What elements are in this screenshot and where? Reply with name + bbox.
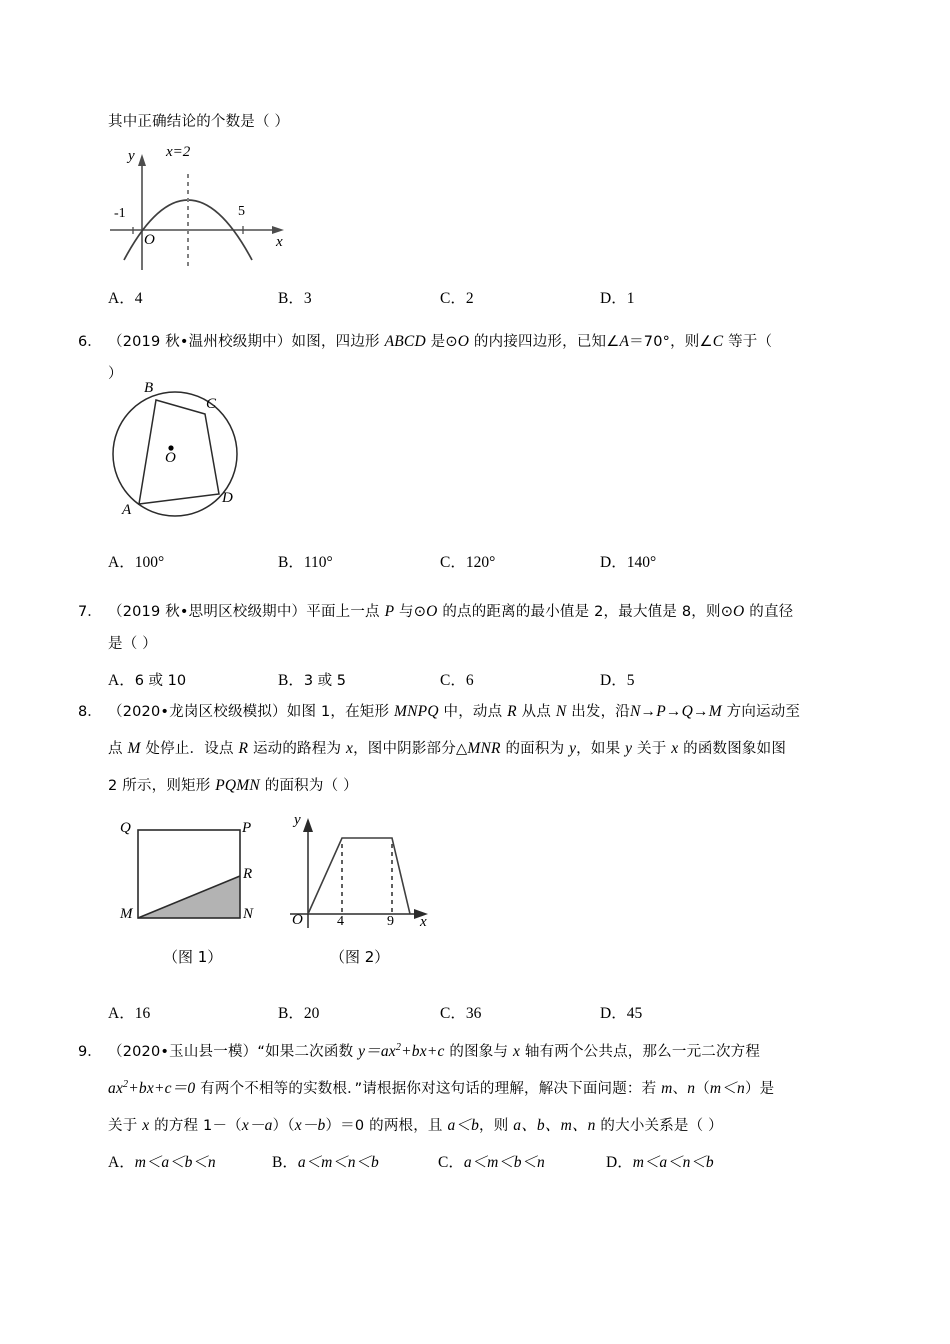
fig1-label-p: P [242,820,252,836]
q9-text-line1: （2020•玉山县一模）“如果二次函数 $y=ax^2+bx+c$ 的图象与 x 轴有两个公共点，那么一元二次方程 [108,1041,761,1060]
q6-text-line1: （2019 秋•温州校级期中）如图，四边形 ABCD 是⊙O 的内接四边形，已知∠A＝70°，则∠C 等于（ [108,333,773,350]
parabola-y-arrow [138,154,146,166]
q6-number: 6． [78,334,102,350]
q7-option-d[interactable]: D．5 [600,672,635,689]
q9-option-b[interactable]: B．a＜m＜n＜b [272,1154,379,1171]
parabola-y-label: y [128,148,135,164]
q5-option-b[interactable]: B．3 [278,290,312,307]
q6-text-line2: ） [108,366,123,382]
q6-option-c[interactable]: C．120° [440,554,496,571]
q8-text-line3: 2 所示，则矩形 PQMN 的面积为（ ） [108,777,358,794]
fig2-y-label: y [294,812,301,828]
q9-text-line2: $ax^2+bx+c=0$ 有两个不相等的实数根．”请根据你对这句话的理解，解决下面问题：若 m、n（m＜n）是 [108,1078,775,1097]
q8-option-c[interactable]: C．36 [440,1005,482,1022]
q5-option-d[interactable]: D．1 [600,290,635,307]
figure2-caption: （图 2） [330,948,390,966]
q7-option-b[interactable]: B．3 或 5 [278,672,347,689]
root-left-label: -1 [114,206,126,221]
fig2-y-arrow [303,818,313,832]
parabola-x-label: x [276,234,283,250]
fig1-label-q: Q [120,820,131,836]
q7-number: 7． [78,604,102,620]
q6-option-d[interactable]: D．140° [600,554,657,571]
axis-of-symmetry-label: x=2 [166,144,191,160]
fig2-x-label: x [420,914,427,930]
figure2-graph [282,812,442,932]
vertex-label-d: D [222,490,233,506]
vertex-label-c: C [206,396,217,412]
q6-option-b[interactable]: B．110° [278,554,333,571]
q9-number: 9． [78,1044,102,1060]
q5-prompt: 其中正确结论的个数是（ ） [108,114,290,130]
parabola-origin-label: O [144,232,155,248]
q8-option-b[interactable]: B．20 [278,1005,320,1022]
parabola-x-arrow [272,226,284,234]
q7-option-c[interactable]: C．6 [440,672,474,689]
figure1-caption: （图 1） [163,948,223,966]
q7-text-line1: （2019 秋•思明区校级期中）平面上一点 P 与⊙O 的点的距离的最小值是 2，最大值是 8，则⊙O 的直径 [108,603,794,620]
q6-option-a[interactable]: A．100° [108,554,165,571]
q8-number: 8． [78,704,102,720]
parabola-figure [100,142,300,272]
fig1-label-m: M [120,906,133,922]
fig1-label-r: R [243,866,253,882]
q8-option-a[interactable]: A．16 [108,1005,151,1022]
fig1-label-n: N [243,906,254,922]
q8-text-line2: 点 M 处停止．设点 R 运动的路程为 x，图中阴影部分△MNR 的面积为 y，如果 y 关于 x 的函数图象如图 [108,740,787,757]
fig2-tick-label-9: 9 [387,914,394,929]
center-label-o: O [165,450,176,466]
figure1-rectangle [108,818,268,933]
q5-option-a[interactable]: A．4 [108,290,143,307]
cyclic-quadrilateral-figure [92,382,282,537]
q9-option-d[interactable]: D．m＜a＜n＜b [606,1154,714,1171]
q7-option-a[interactable]: A．6 或 10 [108,672,187,689]
vertex-label-b: B [144,380,154,396]
q9-option-a[interactable]: A．m＜a＜b＜n [108,1154,216,1171]
q7-text-line2: 是（ ） [108,636,157,652]
fig2-curve [308,838,410,914]
q9-option-c[interactable]: C．a＜m＜b＜n [438,1154,545,1171]
root-right-label: 5 [238,204,245,219]
fig2-origin-label: O [292,912,303,928]
q5-option-c[interactable]: C．2 [440,290,474,307]
quadrilateral-abcd [139,400,219,504]
q9-text-line3: 关于 x 的方程 1－（x－a）（x－b）＝0 的两根，且 a＜b，则 a、b、m、n 的大小关系是（ ） [108,1117,723,1134]
vertex-label-a: A [122,502,132,518]
q8-option-d[interactable]: D．45 [600,1005,643,1022]
fig2-tick-label-4: 4 [337,914,344,929]
q8-text-line1: （2020•龙岗区校级模拟）如图 1，在矩形 MNPQ 中，动点 R 从点 N 出发，沿N→P→Q→M 方向运动至 [108,703,801,720]
